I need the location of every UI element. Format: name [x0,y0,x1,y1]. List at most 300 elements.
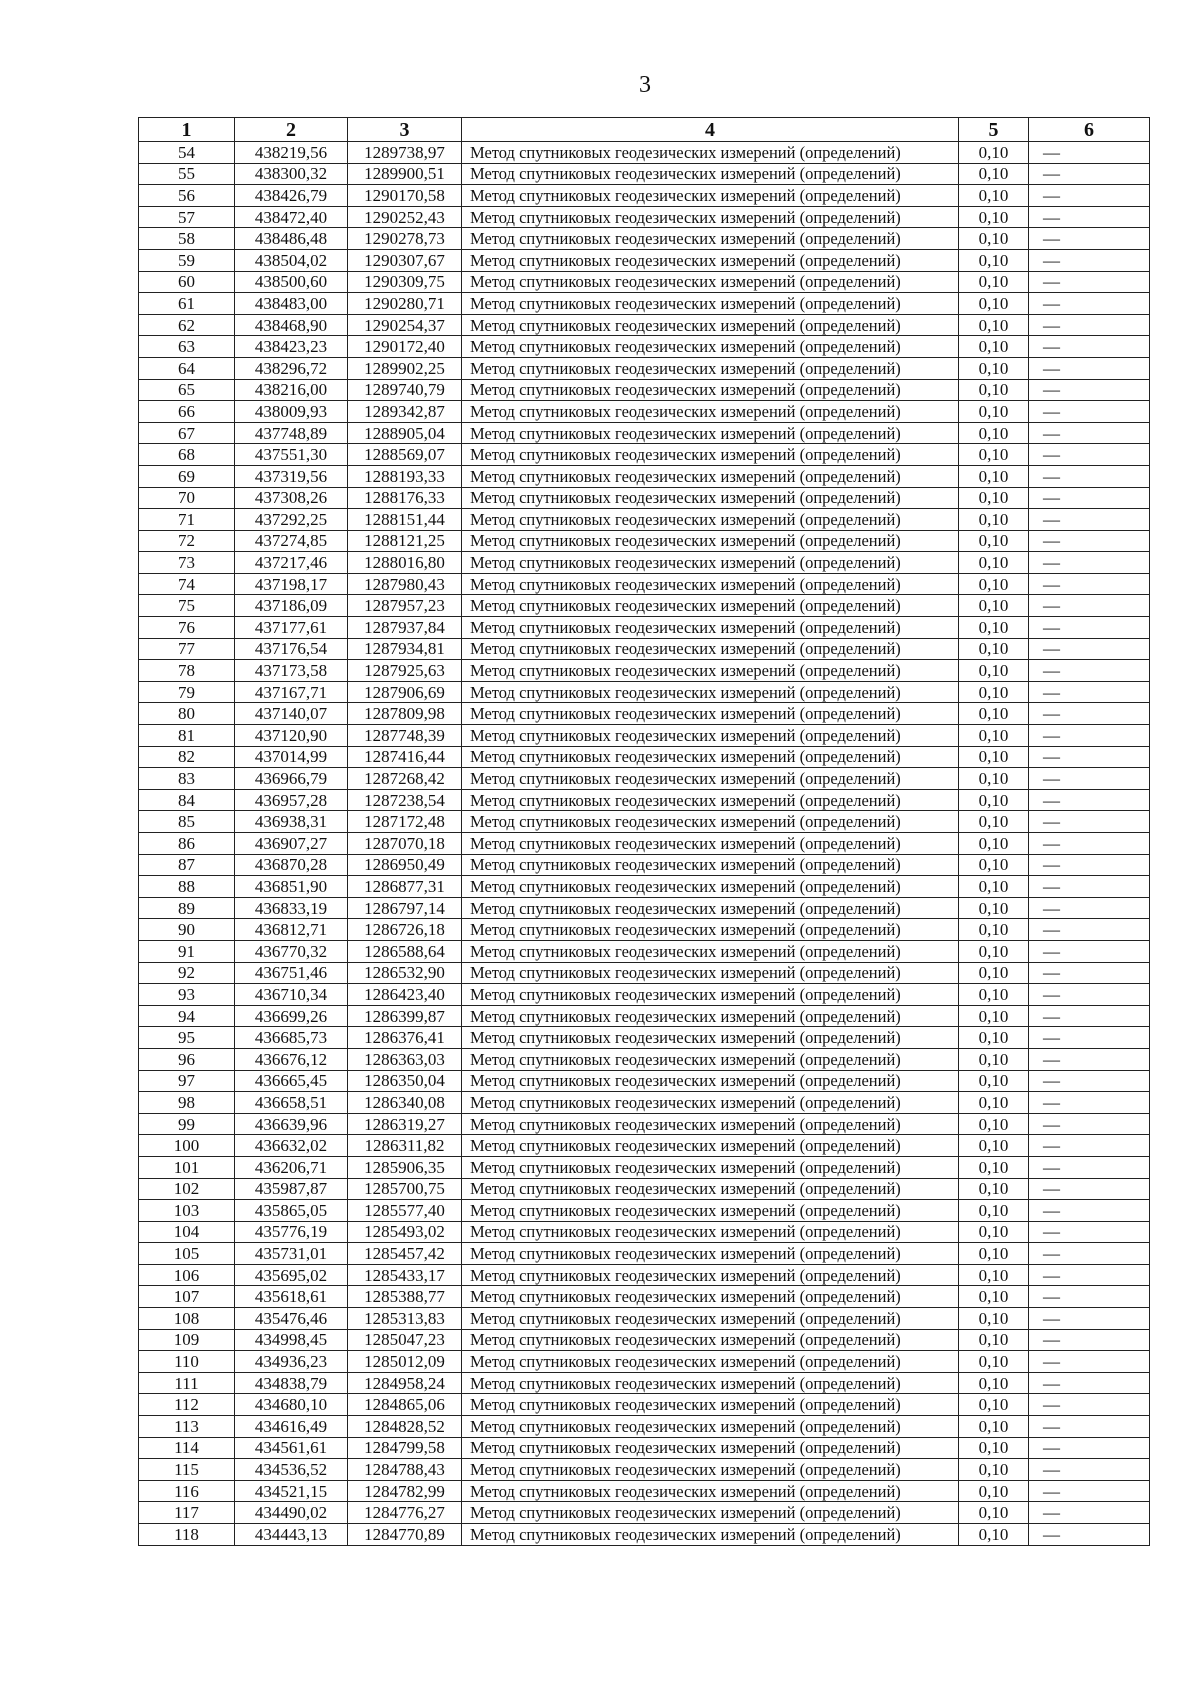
table-row [139,293,1150,315]
point-number-cell: 69 [139,465,235,487]
method-cell: Метод спутниковых геодезических измерений (определений) [462,552,959,574]
note-cell: — [1029,811,1150,833]
accuracy-cell: 0,10 [959,940,1029,962]
note-cell: — [1029,465,1150,487]
x-coordinate-cell: 437292,25 [235,509,348,531]
accuracy-cell: 0,10 [959,142,1029,164]
table-row [139,552,1150,574]
x-coordinate-cell: 438426,79 [235,185,348,207]
note-cell: — [1029,876,1150,898]
method-cell: Метод спутниковых геодезических измерений (определений) [462,509,959,531]
y-coordinate-cell: 1286376,41 [348,1027,462,1049]
accuracy-cell: 0,10 [959,1286,1029,1308]
table-row [139,725,1150,747]
accuracy-cell: 0,10 [959,336,1029,358]
method-cell: Метод спутниковых геодезических измерений (определений) [462,768,959,790]
y-coordinate-cell: 1286532,90 [348,962,462,984]
method-cell: Метод спутниковых геодезических измерений (определений) [462,1070,959,1092]
y-coordinate-cell: 1287937,84 [348,617,462,639]
point-number-cell: 106 [139,1264,235,1286]
point-number-cell: 64 [139,357,235,379]
table-row [139,379,1150,401]
y-coordinate-cell: 1288016,80 [348,552,462,574]
x-coordinate-cell: 435618,61 [235,1286,348,1308]
table-row [139,746,1150,768]
accuracy-cell: 0,10 [959,1524,1029,1546]
method-cell: Метод спутниковых геодезических измерений (определений) [462,725,959,747]
point-number-cell: 100 [139,1135,235,1157]
accuracy-cell: 0,10 [959,530,1029,552]
table-row [139,940,1150,962]
table-row [139,1200,1150,1222]
note-cell: — [1029,789,1150,811]
table-header-row [139,118,1150,142]
table-row [139,1027,1150,1049]
accuracy-cell: 0,10 [959,1437,1029,1459]
method-cell: Метод спутниковых геодезических измерений (определений) [462,401,959,423]
point-number-cell: 71 [139,509,235,531]
note-cell: — [1029,1092,1150,1114]
column-header: 4 [462,118,959,142]
point-number-cell: 116 [139,1480,235,1502]
note-cell: — [1029,422,1150,444]
point-number-cell: 92 [139,962,235,984]
method-cell: Метод спутниковых геодезических измерений (определений) [462,919,959,941]
note-cell: — [1029,487,1150,509]
y-coordinate-cell: 1286340,08 [348,1092,462,1114]
y-coordinate-cell: 1288176,33 [348,487,462,509]
method-cell: Метод спутниковых геодезических измерений (определений) [462,1502,959,1524]
note-cell: — [1029,1243,1150,1265]
note-cell: — [1029,833,1150,855]
method-cell: Метод спутниковых геодезических измерений (определений) [462,1480,959,1502]
x-coordinate-cell: 438472,40 [235,206,348,228]
y-coordinate-cell: 1287925,63 [348,660,462,682]
x-coordinate-cell: 434536,52 [235,1459,348,1481]
y-coordinate-cell: 1290309,75 [348,271,462,293]
method-cell: Метод спутниковых геодезических измерений (определений) [462,314,959,336]
accuracy-cell: 0,10 [959,1502,1029,1524]
y-coordinate-cell: 1284828,52 [348,1416,462,1438]
point-number-cell: 81 [139,725,235,747]
accuracy-cell: 0,10 [959,379,1029,401]
point-number-cell: 63 [139,336,235,358]
x-coordinate-cell: 435865,05 [235,1200,348,1222]
point-number-cell: 83 [139,768,235,790]
y-coordinate-cell: 1286319,27 [348,1113,462,1135]
note-cell: — [1029,142,1150,164]
column-header: 2 [235,118,348,142]
table-row [139,638,1150,660]
point-number-cell: 74 [139,573,235,595]
y-coordinate-cell: 1285906,35 [348,1156,462,1178]
note-cell: — [1029,206,1150,228]
table-row [139,465,1150,487]
accuracy-cell: 0,10 [959,1372,1029,1394]
x-coordinate-cell: 436658,51 [235,1092,348,1114]
note-cell: — [1029,984,1150,1006]
note-cell: — [1029,940,1150,962]
x-coordinate-cell: 436206,71 [235,1156,348,1178]
x-coordinate-cell: 437308,26 [235,487,348,509]
x-coordinate-cell: 436770,32 [235,940,348,962]
x-coordinate-cell: 436676,12 [235,1048,348,1070]
table-row [139,660,1150,682]
table-row [139,444,1150,466]
point-number-cell: 82 [139,746,235,768]
accuracy-cell: 0,10 [959,1135,1029,1157]
method-cell: Метод спутниковых геодезических измерений (определений) [462,1027,959,1049]
accuracy-cell: 0,10 [959,185,1029,207]
method-cell: Метод спутниковых геодезических измерений (определений) [462,1135,959,1157]
y-coordinate-cell: 1290307,67 [348,249,462,271]
note-cell: — [1029,595,1150,617]
table-row [139,1221,1150,1243]
note-cell: — [1029,703,1150,725]
accuracy-cell: 0,10 [959,617,1029,639]
method-cell: Метод спутниковых геодезических измерений (определений) [462,703,959,725]
accuracy-cell: 0,10 [959,833,1029,855]
y-coordinate-cell: 1285700,75 [348,1178,462,1200]
table-row [139,530,1150,552]
table-row [139,1135,1150,1157]
table-row [139,703,1150,725]
table-row [139,228,1150,250]
method-cell: Метод спутниковых геодезических измерений (определений) [462,1092,959,1114]
table-row [139,1437,1150,1459]
y-coordinate-cell: 1287172,48 [348,811,462,833]
x-coordinate-cell: 437186,09 [235,595,348,617]
y-coordinate-cell: 1285493,02 [348,1221,462,1243]
accuracy-cell: 0,10 [959,1005,1029,1027]
method-cell: Метод спутниковых геодезических измерений (определений) [462,854,959,876]
x-coordinate-cell: 438219,56 [235,142,348,164]
y-coordinate-cell: 1290172,40 [348,336,462,358]
x-coordinate-cell: 436851,90 [235,876,348,898]
note-cell: — [1029,660,1150,682]
accuracy-cell: 0,10 [959,1480,1029,1502]
note-cell: — [1029,1459,1150,1481]
table-row [139,595,1150,617]
x-coordinate-cell: 438468,90 [235,314,348,336]
y-coordinate-cell: 1286311,82 [348,1135,462,1157]
accuracy-cell: 0,10 [959,1113,1029,1135]
table-row [139,1070,1150,1092]
y-coordinate-cell: 1288193,33 [348,465,462,487]
x-coordinate-cell: 434936,23 [235,1351,348,1373]
x-coordinate-cell: 438300,32 [235,163,348,185]
note-cell: — [1029,1200,1150,1222]
method-cell: Метод спутниковых геодезических измерений (определений) [462,1329,959,1351]
method-cell: Метод спутниковых геодезических измерений (определений) [462,789,959,811]
method-cell: Метод спутниковых геодезических измерений (определений) [462,1308,959,1330]
point-number-cell: 84 [139,789,235,811]
method-cell: Метод спутниковых геодезических измерений (определений) [462,1048,959,1070]
y-coordinate-cell: 1289900,51 [348,163,462,185]
table-row [139,1286,1150,1308]
method-cell: Метод спутниковых геодезических измерений (определений) [462,357,959,379]
accuracy-cell: 0,10 [959,1264,1029,1286]
y-coordinate-cell: 1287934,81 [348,638,462,660]
y-coordinate-cell: 1284788,43 [348,1459,462,1481]
table-row [139,1416,1150,1438]
method-cell: Метод спутниковых геодезических измерений (определений) [462,1437,959,1459]
y-coordinate-cell: 1287268,42 [348,768,462,790]
y-coordinate-cell: 1287957,23 [348,595,462,617]
method-cell: Метод спутниковых геодезических измерений (определений) [462,379,959,401]
accuracy-cell: 0,10 [959,876,1029,898]
note-cell: — [1029,1027,1150,1049]
x-coordinate-cell: 436685,73 [235,1027,348,1049]
x-coordinate-cell: 437177,61 [235,617,348,639]
method-cell: Метод спутниковых геодезических измерений (определений) [462,811,959,833]
accuracy-cell: 0,10 [959,249,1029,271]
x-coordinate-cell: 436833,19 [235,897,348,919]
point-number-cell: 97 [139,1070,235,1092]
method-cell: Метод спутниковых геодезических измерений (определений) [462,897,959,919]
accuracy-cell: 0,10 [959,1308,1029,1330]
method-cell: Метод спутниковых геодезических измерений (определений) [462,1200,959,1222]
table-row [139,789,1150,811]
x-coordinate-cell: 437173,58 [235,660,348,682]
method-cell: Метод спутниковых геодезических измерений (определений) [462,1351,959,1373]
y-coordinate-cell: 1289902,25 [348,357,462,379]
note-cell: — [1029,336,1150,358]
note-cell: — [1029,379,1150,401]
point-number-cell: 77 [139,638,235,660]
table-row [139,1329,1150,1351]
y-coordinate-cell: 1287416,44 [348,746,462,768]
note-cell: — [1029,1113,1150,1135]
point-number-cell: 113 [139,1416,235,1438]
method-cell: Метод спутниковых геодезических измерений (определений) [462,142,959,164]
x-coordinate-cell: 438500,60 [235,271,348,293]
point-number-cell: 115 [139,1459,235,1481]
x-coordinate-cell: 436966,79 [235,768,348,790]
x-coordinate-cell: 434490,02 [235,1502,348,1524]
accuracy-cell: 0,10 [959,228,1029,250]
point-number-cell: 80 [139,703,235,725]
point-number-cell: 104 [139,1221,235,1243]
y-coordinate-cell: 1285313,83 [348,1308,462,1330]
point-number-cell: 88 [139,876,235,898]
point-number-cell: 55 [139,163,235,185]
point-number-cell: 93 [139,984,235,1006]
point-number-cell: 108 [139,1308,235,1330]
method-cell: Метод спутниковых геодезических измерений (определений) [462,1394,959,1416]
table-row [139,271,1150,293]
point-number-cell: 85 [139,811,235,833]
y-coordinate-cell: 1284865,06 [348,1394,462,1416]
table-row [139,1243,1150,1265]
y-coordinate-cell: 1287906,69 [348,681,462,703]
table-row [139,984,1150,1006]
method-cell: Метод спутниковых геодезических измерений (определений) [462,1459,959,1481]
y-coordinate-cell: 1285012,09 [348,1351,462,1373]
method-cell: Метод спутниковых геодезических измерений (определений) [462,573,959,595]
method-cell: Метод спутниковых геодезических измерений (определений) [462,530,959,552]
point-number-cell: 105 [139,1243,235,1265]
method-cell: Метод спутниковых геодезических измерений (определений) [462,681,959,703]
note-cell: — [1029,1437,1150,1459]
note-cell: — [1029,746,1150,768]
x-coordinate-cell: 436710,34 [235,984,348,1006]
point-number-cell: 70 [139,487,235,509]
accuracy-cell: 0,10 [959,401,1029,423]
table-row [139,1502,1150,1524]
table-row [139,1459,1150,1481]
note-cell: — [1029,1264,1150,1286]
point-number-cell: 95 [139,1027,235,1049]
x-coordinate-cell: 434561,61 [235,1437,348,1459]
table-row [139,249,1150,271]
note-cell: — [1029,573,1150,595]
y-coordinate-cell: 1288905,04 [348,422,462,444]
note-cell: — [1029,530,1150,552]
accuracy-cell: 0,10 [959,1070,1029,1092]
table-row [139,206,1150,228]
accuracy-cell: 0,10 [959,703,1029,725]
note-cell: — [1029,163,1150,185]
table-row [139,1113,1150,1135]
point-number-cell: 96 [139,1048,235,1070]
method-cell: Метод спутниковых геодезических измерений (определений) [462,444,959,466]
point-number-cell: 94 [139,1005,235,1027]
column-header: 1 [139,118,235,142]
y-coordinate-cell: 1289738,97 [348,142,462,164]
y-coordinate-cell: 1288121,25 [348,530,462,552]
y-coordinate-cell: 1286350,04 [348,1070,462,1092]
note-cell: — [1029,1416,1150,1438]
column-header: 5 [959,118,1029,142]
y-coordinate-cell: 1286363,03 [348,1048,462,1070]
y-coordinate-cell: 1284776,27 [348,1502,462,1524]
method-cell: Метод спутниковых геодезических измерений (определений) [462,940,959,962]
y-coordinate-cell: 1286877,31 [348,876,462,898]
accuracy-cell: 0,10 [959,271,1029,293]
method-cell: Метод спутниковых геодезических измерений (определений) [462,876,959,898]
table-row [139,357,1150,379]
method-cell: Метод спутниковых геодезических измерений (определений) [462,336,959,358]
x-coordinate-cell: 435987,87 [235,1178,348,1200]
x-coordinate-cell: 438504,02 [235,249,348,271]
table-row [139,487,1150,509]
x-coordinate-cell: 437120,90 [235,725,348,747]
accuracy-cell: 0,10 [959,595,1029,617]
note-cell: — [1029,919,1150,941]
table-row [139,1048,1150,1070]
y-coordinate-cell: 1290278,73 [348,228,462,250]
y-coordinate-cell: 1285388,77 [348,1286,462,1308]
y-coordinate-cell: 1286423,40 [348,984,462,1006]
x-coordinate-cell: 434616,49 [235,1416,348,1438]
note-cell: — [1029,1070,1150,1092]
method-cell: Метод спутниковых геодезических измерений (определений) [462,1264,959,1286]
accuracy-cell: 0,10 [959,1092,1029,1114]
accuracy-cell: 0,10 [959,725,1029,747]
note-cell: — [1029,314,1150,336]
point-number-cell: 58 [139,228,235,250]
point-number-cell: 65 [139,379,235,401]
note-cell: — [1029,1178,1150,1200]
accuracy-cell: 0,10 [959,1416,1029,1438]
x-coordinate-cell: 438483,00 [235,293,348,315]
x-coordinate-cell: 437748,89 [235,422,348,444]
x-coordinate-cell: 437198,17 [235,573,348,595]
table-row [139,401,1150,423]
table-row [139,142,1150,164]
column-header: 3 [348,118,462,142]
method-cell: Метод спутниковых геодезических измерений (определений) [462,487,959,509]
table-row [139,919,1150,941]
x-coordinate-cell: 436699,26 [235,1005,348,1027]
x-coordinate-cell: 436812,71 [235,919,348,941]
method-cell: Метод спутниковых геодезических измерений (определений) [462,185,959,207]
note-cell: — [1029,962,1150,984]
accuracy-cell: 0,10 [959,465,1029,487]
note-cell: — [1029,1502,1150,1524]
x-coordinate-cell: 438009,93 [235,401,348,423]
y-coordinate-cell: 1284958,24 [348,1372,462,1394]
method-cell: Метод спутниковых геодезических измерений (определений) [462,1524,959,1546]
accuracy-cell: 0,10 [959,206,1029,228]
point-number-cell: 110 [139,1351,235,1373]
accuracy-cell: 0,10 [959,919,1029,941]
x-coordinate-cell: 434838,79 [235,1372,348,1394]
note-cell: — [1029,1156,1150,1178]
y-coordinate-cell: 1286588,64 [348,940,462,962]
method-cell: Метод спутниковых геодезических измерений (определений) [462,595,959,617]
method-cell: Метод спутниковых геодезических измерений (определений) [462,249,959,271]
accuracy-cell: 0,10 [959,509,1029,531]
x-coordinate-cell: 434680,10 [235,1394,348,1416]
x-coordinate-cell: 436665,45 [235,1070,348,1092]
point-number-cell: 99 [139,1113,235,1135]
x-coordinate-cell: 437167,71 [235,681,348,703]
y-coordinate-cell: 1285047,23 [348,1329,462,1351]
y-coordinate-cell: 1287748,39 [348,725,462,747]
table-row [139,1524,1150,1546]
point-number-cell: 103 [139,1200,235,1222]
point-number-cell: 73 [139,552,235,574]
x-coordinate-cell: 438486,48 [235,228,348,250]
x-coordinate-cell: 436751,46 [235,962,348,984]
accuracy-cell: 0,10 [959,768,1029,790]
table-row [139,314,1150,336]
accuracy-cell: 0,10 [959,854,1029,876]
x-coordinate-cell: 436957,28 [235,789,348,811]
point-number-cell: 68 [139,444,235,466]
accuracy-cell: 0,10 [959,660,1029,682]
method-cell: Метод спутниковых геодезических измерений (определений) [462,1416,959,1438]
table-row [139,1178,1150,1200]
note-cell: — [1029,1372,1150,1394]
method-cell: Метод спутниковых геодезических измерений (определений) [462,1113,959,1135]
note-cell: — [1029,1221,1150,1243]
point-number-cell: 109 [139,1329,235,1351]
accuracy-cell: 0,10 [959,1329,1029,1351]
accuracy-cell: 0,10 [959,1178,1029,1200]
method-cell: Метод спутниковых геодезических измерений (определений) [462,984,959,1006]
table-row [139,962,1150,984]
note-cell: — [1029,185,1150,207]
y-coordinate-cell: 1287238,54 [348,789,462,811]
note-cell: — [1029,401,1150,423]
note-cell: — [1029,249,1150,271]
accuracy-cell: 0,10 [959,1351,1029,1373]
y-coordinate-cell: 1284770,89 [348,1524,462,1546]
accuracy-cell: 0,10 [959,1243,1029,1265]
